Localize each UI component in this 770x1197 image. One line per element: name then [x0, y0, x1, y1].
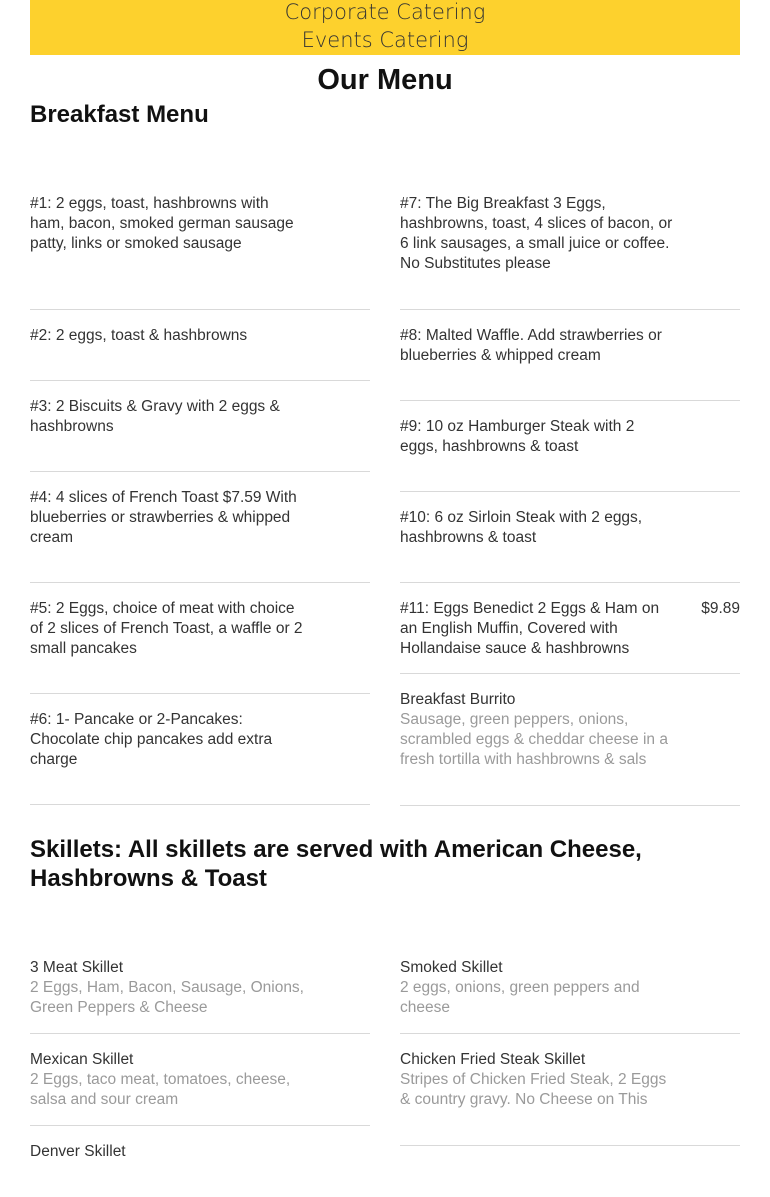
item-name: #1: 2 eggs, toast, hashbrowns with ham, bacon, smoked german sausage patty, links or smoked sausage [30, 195, 294, 252]
menu-item [30, 583, 370, 694]
menu-item [30, 472, 370, 583]
menu-item [30, 194, 370, 310]
page-title: Our Menu [317, 64, 453, 96]
item-name: #8: Malted Waffle. Add strawberries or blueberries & whipped cream [400, 327, 662, 364]
item-name: #4: 4 slices of French Toast $7.59 With blueberries or strawberries & whipped cream [30, 489, 297, 546]
item-description: Sausage, green peppers, onions, scrambled eggs & cheddar cheese in a fresh tortilla with hashbrowns & sals [400, 711, 668, 768]
item-description: 2 Eggs, taco meat, tomatoes, cheese, salsa and sour cream [30, 1071, 291, 1108]
item-description: Stripes of Chicken Fried Steak, 2 Eggs & country gravy. No Cheese on This [400, 1071, 667, 1108]
menu-item [400, 310, 740, 401]
item-name: #11: Eggs Benedict 2 Eggs & Ham on an English Muffin, Covered with Hollandaise sauce & hashbrowns [400, 600, 660, 657]
menu-item [30, 694, 370, 805]
item-description: 2 eggs, onions, green peppers and cheese [400, 979, 640, 1016]
item-name: Denver Skillet [30, 1143, 126, 1160]
menu-item [30, 1034, 370, 1126]
item-name: #2: 2 eggs, toast & hashbrowns [30, 327, 248, 344]
item-name: 3 Meat Skillet [30, 959, 124, 976]
item-name: #5: 2 Eggs, choice of meat with choice of 2 slices of French Toast, a waffle or 2 small pancakes [30, 600, 303, 657]
breakfast-right-column [400, 194, 740, 806]
item-price: $9.89 [701, 600, 740, 617]
item-name: Smoked Skillet [400, 959, 503, 976]
menu-item [30, 1126, 370, 1197]
menu-item [400, 1034, 740, 1146]
item-name: Chicken Fried Steak Skillet [400, 1051, 586, 1068]
item-name: #7: The Big Breakfast 3 Eggs, hashbrowns, toast, 4 slices of bacon, or 6 link sausages, a small juice or coffee. No Substitutes please [400, 195, 673, 272]
item-name: Mexican Skillet [30, 1051, 134, 1068]
skillets-section-title: Skillets: All skillets are served with American Cheese, Hashbrowns & Toast [30, 836, 642, 892]
breakfast-left-column [30, 194, 370, 805]
events-catering-link[interactable]: Events Catering [301, 28, 469, 52]
menu-item [400, 492, 740, 583]
menu-item [400, 583, 740, 674]
skillets-right-column [400, 958, 740, 1146]
menu-item [400, 401, 740, 492]
menu-item [30, 381, 370, 472]
top-banner [30, 0, 740, 55]
skillets-left-column [30, 958, 370, 1197]
item-name: #9: 10 oz Hamburger Steak with 2 eggs, hashbrowns & toast [400, 418, 635, 455]
menu-item [400, 958, 740, 1034]
menu-item [400, 194, 740, 310]
breakfast-section-title: Breakfast Menu [30, 101, 209, 128]
item-name: Breakfast Burrito [400, 691, 516, 708]
corporate-catering-link[interactable]: Corporate Catering [284, 0, 486, 24]
item-name: #10: 6 oz Sirloin Steak with 2 eggs, hashbrowns & toast [400, 509, 643, 546]
menu-item [30, 310, 370, 381]
menu-item [30, 958, 370, 1034]
item-name: #3: 2 Biscuits & Gravy with 2 eggs & hashbrowns [30, 398, 280, 435]
menu-item [400, 674, 740, 806]
item-description: 2 Eggs, Ham, Bacon, Sausage, Onions, Green Peppers & Cheese [30, 979, 304, 1016]
item-name: #6: 1- Pancake or 2-Pancakes: Chocolate chip pancakes add extra charge [30, 711, 273, 768]
